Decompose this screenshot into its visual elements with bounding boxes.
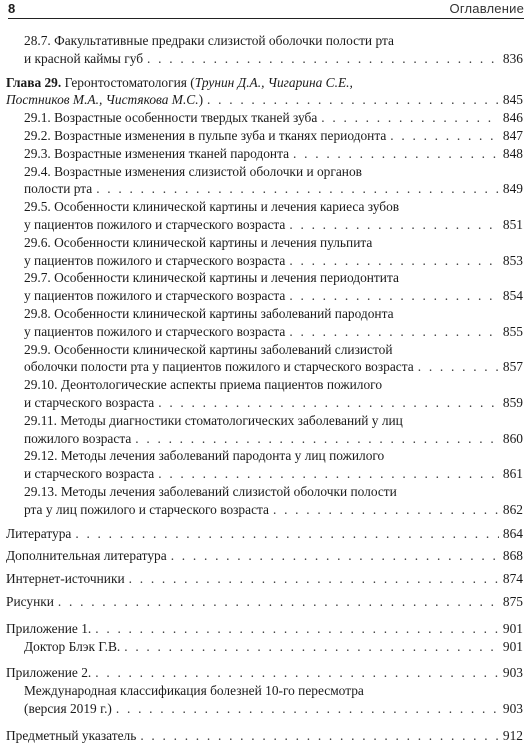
toc-entry-figures[interactable] — [0, 593, 532, 611]
toc-entry-text: Предметный указатель — [6, 727, 137, 743]
toc-entry-text: Приложение 2. — [6, 665, 92, 681]
toc-entry-text: Доктор Блэк Г.В. — [24, 638, 121, 654]
toc-page-number: 912 — [502, 727, 523, 743]
toc-page-number: 848 — [502, 145, 523, 161]
toc-entry-text: Дополнительная литература — [6, 548, 167, 564]
toc-entry-text: Международная классификация болезней 10-го пересмотра — [24, 683, 364, 699]
toc-entry-text: 29.6. Особенности клинической картины и лечения пульпита — [24, 234, 373, 250]
dot-leader — [171, 547, 499, 565]
dot-leader — [95, 664, 499, 682]
dot-leader — [390, 127, 499, 145]
toc-page-number: 859 — [502, 394, 523, 410]
toc-entry-text: 29.4. Возрастные изменения слизистой оболочки и органов — [24, 163, 362, 179]
toc-page-number: 862 — [502, 501, 523, 517]
dot-leader — [289, 252, 499, 270]
toc-entry-28-7[interactable] — [0, 32, 532, 68]
toc-page-number: 874 — [502, 571, 523, 587]
toc-entry-text: Рисунки — [6, 593, 54, 609]
toc-page-number: 846 — [502, 110, 523, 126]
section-title: Оглавление — [449, 1, 524, 16]
toc-entry-section[interactable] — [0, 305, 532, 341]
toc-chapter-29[interactable] — [0, 74, 532, 110]
toc-page-number: 901 — [502, 620, 523, 636]
toc-entry-text: 29.12. Методы лечения заболеваний пародонта у лиц пожилого — [24, 448, 385, 464]
toc-entry-text: 29.1. Возрастные особенности твердых тканей зуба — [24, 110, 318, 126]
dot-leader — [58, 593, 499, 611]
toc-page-number: 849 — [502, 181, 523, 197]
toc-entry-text: (версия 2019 г.) — [24, 700, 112, 716]
toc-entry-text: 29.9. Особенности клинической картины заболеваний слизистой — [24, 341, 393, 357]
dot-leader — [129, 570, 499, 588]
dot-leader — [418, 358, 499, 376]
toc-page-number: 853 — [502, 252, 523, 268]
toc-entry-text: у пациентов пожилого и старческого возраста — [24, 323, 286, 339]
toc-entry-subject-index[interactable] — [0, 727, 532, 744]
chapter-authors: Трунин Д.А., Чигарина С.Е., — [194, 74, 353, 90]
toc-entry-appendix-1[interactable] — [0, 620, 532, 638]
toc-entry-text: 29.8. Особенности клинической картины заболеваний пародонта — [24, 305, 394, 321]
toc-entry-section[interactable] — [0, 412, 532, 448]
toc-page-number: 851 — [502, 216, 523, 232]
toc-page-number: 855 — [502, 323, 523, 339]
dot-leader — [75, 525, 499, 543]
chapter-authors: Постников М.А., Чистякова М.С. — [6, 92, 199, 108]
toc-entry-section[interactable] — [0, 269, 532, 305]
chapter-title: Геронтостоматология ( — [64, 74, 195, 90]
chapter-label: Глава 29. — [6, 74, 62, 90]
toc-entry-text: оболочки полости рта у пациентов пожилого и старческого возраста — [24, 359, 414, 375]
toc-entry-text: у пациентов пожилого и старческого возраста — [24, 288, 286, 304]
toc-entry-text: рта у лиц пожилого и старческого возраста — [24, 501, 269, 517]
toc-entry-text: 29.13. Методы лечения заболеваний слизистой оболочки полости — [24, 483, 397, 499]
toc-page-number: 868 — [502, 548, 523, 564]
toc-entry-text: и красной каймы губ — [24, 50, 144, 66]
toc-entry-section[interactable] — [0, 447, 532, 483]
dot-leader — [116, 700, 499, 718]
dot-leader — [135, 430, 499, 448]
toc-entry-section[interactable] — [0, 234, 532, 270]
toc-entry-text: и старческого возраста — [24, 466, 155, 482]
toc-entry-section[interactable] — [0, 163, 532, 199]
toc-entry-section[interactable] — [0, 127, 532, 145]
dot-leader — [140, 727, 499, 744]
dot-leader — [273, 501, 499, 519]
toc-entry-text: Литература — [6, 525, 72, 541]
toc-page-number: 857 — [502, 359, 523, 375]
dot-leader — [289, 323, 499, 341]
toc-entry-appendix-2-sub[interactable] — [0, 682, 532, 718]
toc-page-number: 860 — [502, 430, 523, 446]
dot-leader — [321, 109, 499, 127]
toc-page-number: 854 — [502, 288, 523, 304]
toc-page-number: 903 — [502, 700, 523, 716]
toc-entry-additional-literature[interactable] — [0, 547, 532, 565]
toc-entry-text: Приложение 1. — [6, 620, 92, 636]
toc-page-number: 836 — [502, 50, 523, 66]
toc-entry-text: у пациентов пожилого и старческого возраста — [24, 216, 286, 232]
toc-entry-text: Интернет-источники — [6, 571, 125, 587]
dot-leader — [293, 145, 499, 163]
toc-page-number: 864 — [502, 525, 523, 541]
toc-entry-text: 29.10. Деонтологические аспекты приема пациентов пожилого — [24, 377, 383, 393]
toc-entry-section[interactable] — [0, 198, 532, 234]
toc-entry-section[interactable] — [0, 341, 532, 377]
toc-entry-literature[interactable] — [0, 525, 532, 543]
toc-entry-text: 29.2. Возрастные изменения в пульпе зуба и тканях периодонта — [24, 127, 387, 143]
toc-entry-text: 29.11. Методы диагностики стоматологических заболеваний у лиц — [24, 412, 403, 428]
toc-page-number: 875 — [502, 593, 523, 609]
toc-page-number: 845 — [502, 92, 523, 108]
toc-entry-text: 29.5. Особенности клинической картины и лечения кариеса зубов — [24, 199, 400, 215]
dot-leader — [158, 394, 499, 412]
toc-entry-text: 29.7. Особенности клинической картины и лечения периодонтита — [24, 270, 399, 286]
running-header — [8, 0, 524, 19]
toc-entry-text: у пациентов пожилого и старческого возраста — [24, 252, 286, 268]
toc-entry-appendix-1-sub[interactable] — [0, 638, 532, 656]
toc-entry-text: 28.7. Факультативные предраки слизистой оболочки полости рта — [24, 33, 394, 48]
toc-entry-section[interactable] — [0, 109, 532, 127]
dot-leader — [158, 465, 499, 483]
chapter-title-close: ) — [198, 92, 204, 108]
chapter-sections — [0, 109, 532, 518]
dot-leader — [95, 620, 499, 638]
dot-leader — [96, 180, 499, 198]
toc-entry-section[interactable] — [0, 483, 532, 519]
toc-page-number: 861 — [502, 466, 523, 482]
toc-entry-appendix-2[interactable] — [0, 664, 532, 682]
toc-entry-section[interactable] — [0, 376, 532, 412]
toc-entry-text: и старческого возраста — [24, 394, 155, 410]
toc-entry-text: пожилого возраста — [24, 430, 132, 446]
dot-leader — [289, 216, 499, 234]
toc-page-number: 903 — [502, 665, 523, 681]
toc-entry-text: полости рта — [24, 181, 93, 197]
dot-leader — [124, 638, 499, 656]
dot-leader — [147, 50, 499, 68]
toc-page-number: 847 — [502, 127, 523, 143]
page-number: 8 — [8, 1, 16, 16]
toc-page-number: 901 — [502, 638, 523, 654]
toc-entry-text: 29.3. Возрастные изменения тканей пародонта — [24, 145, 290, 161]
dot-leader — [207, 91, 499, 109]
toc-entry-section[interactable] — [0, 145, 532, 163]
dot-leader — [289, 287, 499, 305]
toc-entry-internet-sources[interactable] — [0, 570, 532, 588]
table-of-contents — [0, 32, 532, 744]
